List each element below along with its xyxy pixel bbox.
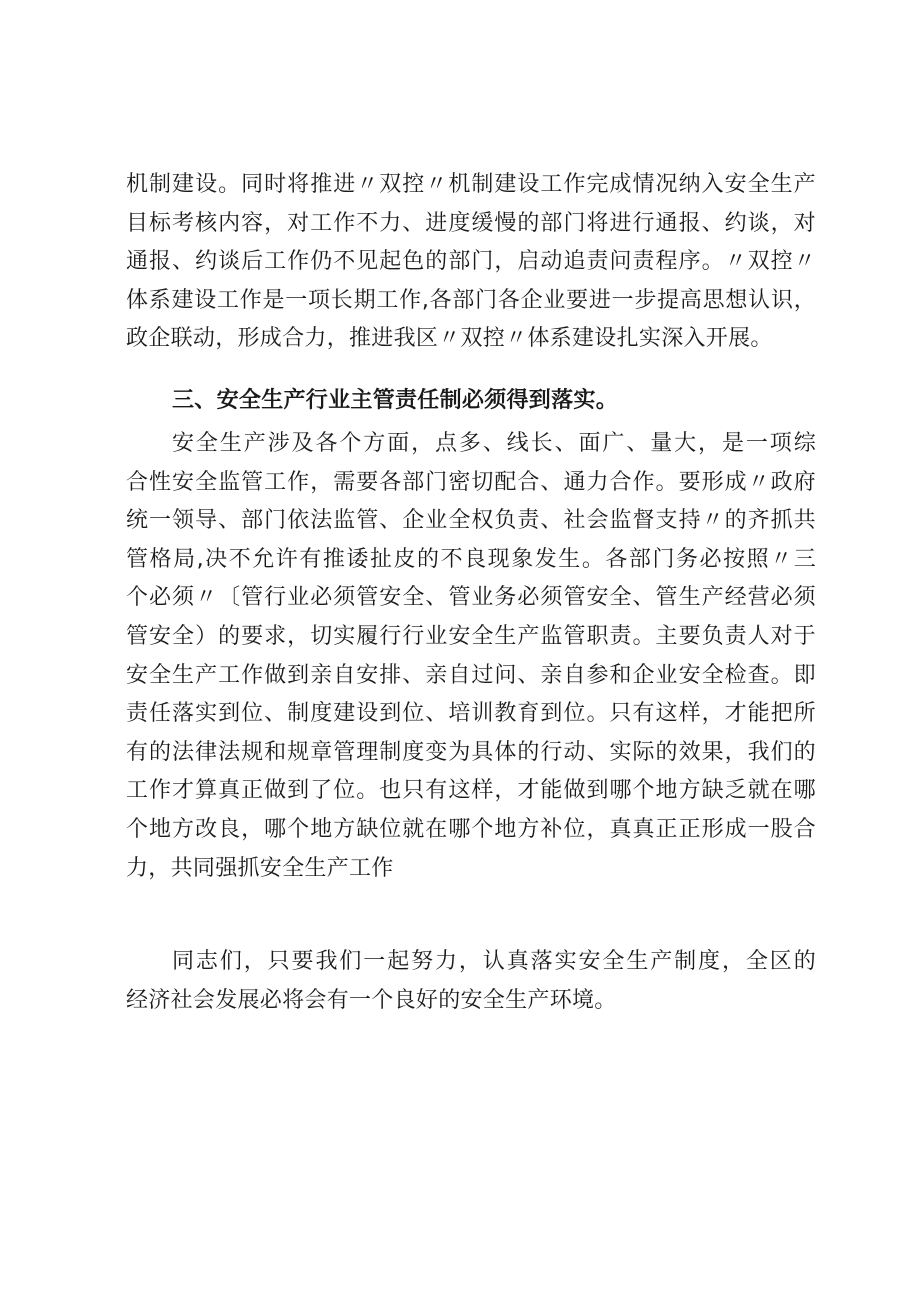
text-line: 个必须〃〔管行业必须管安全、管业务必须管安全、管生产经营必须 (126, 585, 816, 611)
text-line: 通报、约谈后工作仍不见起色的部门，启动追责问责程序。〃双控〃 (126, 249, 816, 275)
section-heading (172, 382, 816, 421)
text-line: 管安全）的要求，切实履行行业安全生产监管职责。主要负责人对于 (126, 623, 816, 649)
text-line: 责任落实到位、制度建设到位、培训教育到位。只有这样，才能把所 (126, 701, 816, 727)
text-line: 管格局,决不允许有推诿扯皮的不良现象发生。各部门务必按照〃三 (126, 546, 816, 572)
text-line: 体系建设工作是一项长期工作,各部门各企业要进一步提高思想认识， (126, 287, 816, 313)
text-line: 政企联动，形成合力，推进我区〃双控〃体系建设扎实深入开展。 (126, 326, 773, 352)
text-line: 经济社会发展必将会有一个良好的安全生产环境。 (126, 987, 617, 1013)
text-line: 有的法律法规和规章管理制度变为具体的行动、实际的效果，我们的 (126, 739, 816, 765)
heading-text: 三、安全生产行业主管责任制必须得到落实。 (172, 388, 619, 413)
paragraph-dual-control (126, 166, 816, 359)
text-line: 个地方改良，哪个地方缺位就在哪个地方补位，真真正正形成一股合 (126, 816, 816, 842)
text-line: 机制建设。同时将推进〃双控〃机制建设工作完成情况纳入安全生产 (126, 172, 816, 197)
text-line: 目标考核内容，对工作不力、进度缓慢的部门将进行通报、约谈，对 (126, 210, 816, 236)
text-line: 统一领导、部门依法监管、企业全权负责、社会监督支持〃的齐抓共 (126, 508, 816, 534)
text-line: 合性安全监管工作，需要各部门密切配合、通力合作。要形成〃政府 (126, 469, 816, 495)
text-line: 同志们，只要我们一起努力，认真落实安全生产制度，全区的 (172, 949, 816, 974)
text-line: 力，共同强抓安全生产工作 (126, 855, 394, 881)
paragraph-closing (126, 943, 816, 1020)
paragraph-responsibility (126, 425, 816, 888)
text-line: 安全生产涉及各个方面，点多、线长、面广、量大，是一项综 (172, 431, 816, 456)
text-line: 安全生产工作做到亲自安排、亲自过问、亲自参和企业安全检查。即 (126, 662, 816, 688)
text-line: 工作才算真正做到了位。也只有这样，才能做到哪个地方缺乏就在哪 (126, 778, 816, 804)
